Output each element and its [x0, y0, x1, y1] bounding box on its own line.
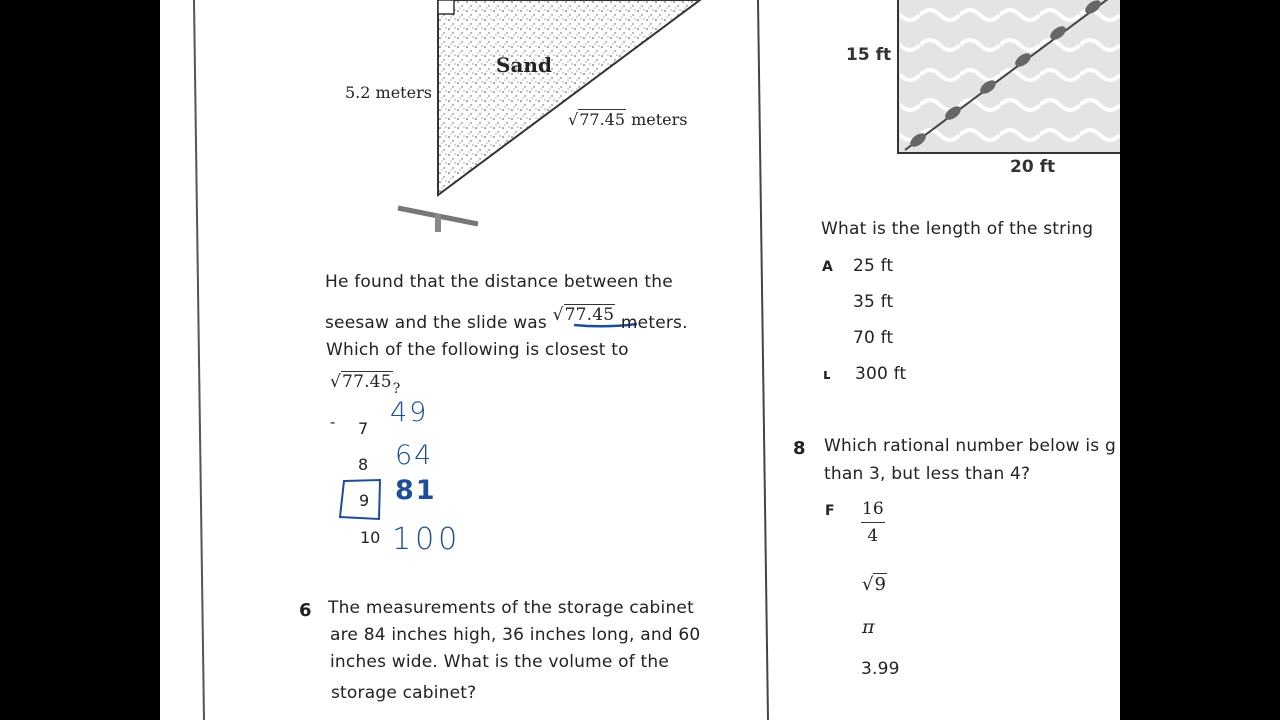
q8-line2: than 3, but less than 4?	[824, 464, 1031, 484]
q8-option-j[interactable]: 3.99	[861, 659, 900, 679]
q5-note-d: 100	[392, 522, 462, 557]
q5-line3: Which of the following is closest to	[326, 340, 629, 360]
q5-line1: He found that the distance between the	[325, 272, 673, 292]
q5-option-b[interactable]: 8	[358, 455, 369, 474]
q6-line3: inches wide. What is the volume of the	[330, 652, 670, 672]
q5-note-b: 64	[395, 440, 434, 471]
page-edge-line	[194, 0, 204, 720]
height-label: 15 ft	[846, 45, 892, 65]
q6-line2: are 84 inches high, 36 inches long, and 60	[330, 625, 701, 645]
width-label: 20 ft	[1010, 157, 1056, 177]
q7-option-d[interactable]: 300 ft	[855, 364, 907, 384]
q5-radical: $√77.45_?$	[330, 372, 401, 397]
sand-label: Sand	[496, 53, 552, 77]
q5-line2: seesaw and the slide was √77.45 meters.	[325, 305, 688, 333]
q7-option-c[interactable]: 70 ft	[853, 328, 894, 348]
q8-option-h[interactable]: π	[862, 616, 875, 638]
q6-line1: The measurements of the storage cabinet	[328, 598, 694, 618]
q5-option-a[interactable]: 7	[358, 419, 369, 438]
hypotenuse-label: √77.45 meters	[568, 110, 688, 129]
q5-note-a: 49	[390, 397, 429, 428]
q5-option-d[interactable]: 10	[360, 528, 381, 547]
q8-option-g[interactable]: √9	[862, 574, 886, 595]
q6-line4: storage cabinet?	[331, 683, 477, 703]
q7-option-b[interactable]: 35 ft	[853, 292, 894, 312]
q8-line1: Which rational number below is g	[824, 436, 1116, 456]
q5-note-c: 81	[395, 475, 437, 506]
q7-option-a[interactable]: 25 ft	[853, 256, 894, 276]
column-divider	[758, 0, 768, 720]
q5-option-a-letter: -	[330, 413, 336, 431]
q5-option-c[interactable]: 9	[359, 491, 370, 510]
worksheet-page	[160, 0, 1120, 720]
sand-triangle	[438, 0, 700, 195]
q6-number: 6	[299, 600, 312, 621]
q7-letter-d: ʟ	[823, 367, 831, 383]
q7-prompt: What is the length of the string	[821, 219, 1094, 239]
side-length-label: 5.2 meters	[345, 83, 432, 102]
q8-letter-f: F	[825, 503, 835, 519]
q7-letter-a: A	[822, 259, 833, 275]
q8-number: 8	[793, 438, 806, 459]
string-rectangle	[898, 0, 1120, 153]
seesaw-icon	[398, 208, 478, 232]
q8-option-f[interactable]: 16 4	[862, 499, 884, 546]
